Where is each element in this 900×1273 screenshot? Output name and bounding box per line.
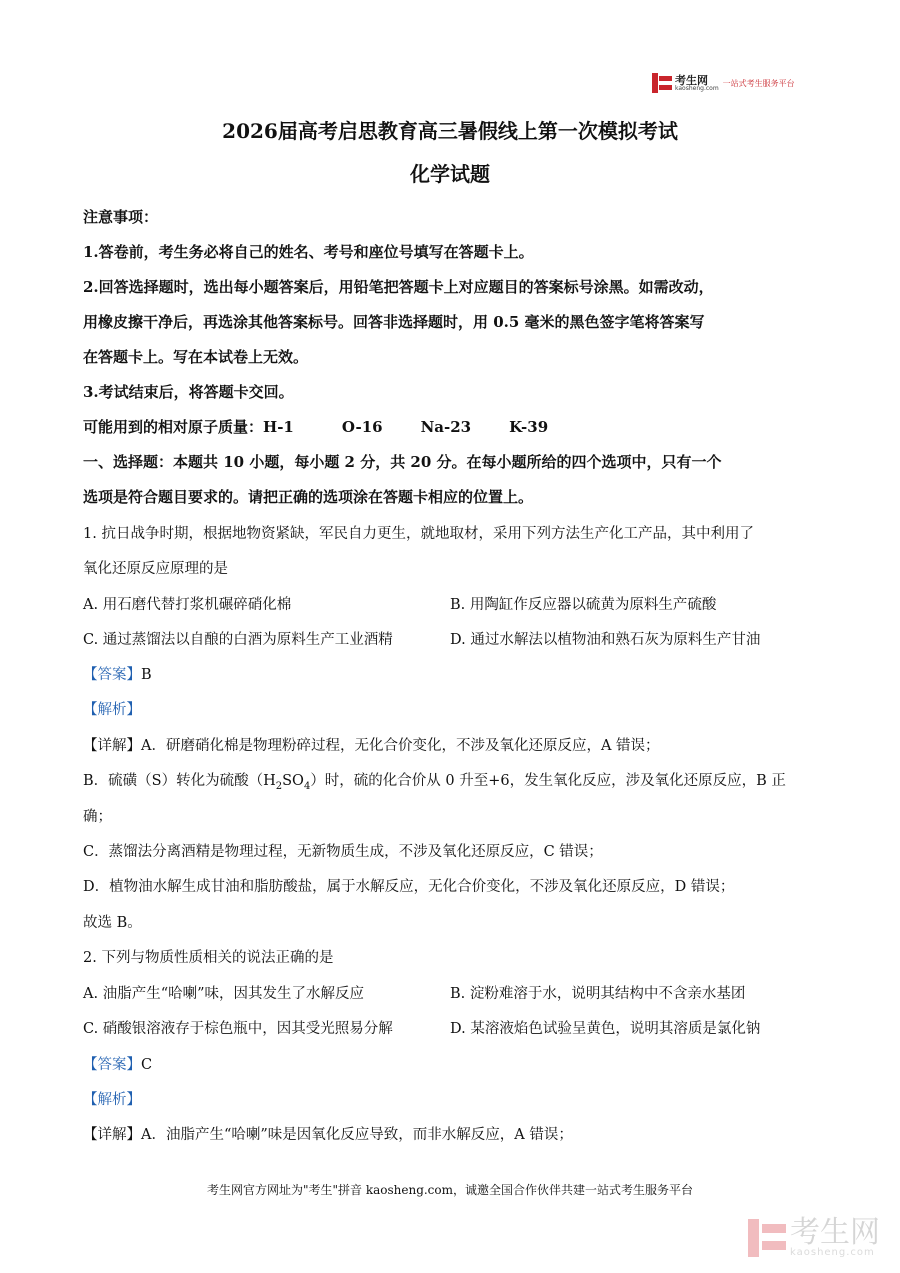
q1-detail-a-text: A．研磨硝化棉是物理粉碎过程，无化合价变化，不涉及氧化还原反应，A 错误； <box>141 738 660 754</box>
q1-option-d: D. 通过水解法以植物油和熟石灰为原料生产甘油 <box>450 632 761 648</box>
kaosheng-logo-icon <box>652 73 672 93</box>
q2-option-b: B. 淀粉难溶于水，说明其结构中不含亲水基团 <box>450 986 746 1002</box>
q2-stem: 2. 下列与物质性质相关的说法正确的是 <box>83 950 334 966</box>
q2-answer-value: C <box>141 1057 153 1073</box>
notice-item-1: 1.答卷前，考生务必将自己的姓名、考号和座位号填写在答题卡上。 <box>83 243 534 261</box>
atomic-mass-line <box>83 416 548 437</box>
q1-answer <box>83 663 152 684</box>
q1-answer-tag: 【答案】 <box>83 667 141 683</box>
q1-detail-d: D．植物油水解生成甘油和脂肪酸盐，属于水解反应，无化合价变化，不涉及氧化还原反应，D 错误； <box>83 879 735 895</box>
atomic-mass-na: Na-23 <box>420 418 472 436</box>
notice-item-2-line-2: 用橡皮擦干净后，再选涂其他答案标号。回答非选择题时，用 0.5 毫米的黑色签字笔将答案写 <box>83 313 705 331</box>
section-1-line-2: 选项是符合题目要求的。请把正确的选项涂在答题卡相应的位置上。 <box>83 488 534 506</box>
atomic-mass-label: 可能用到的相对原子质量： <box>83 418 264 436</box>
watermark-domain: kaosheng.com <box>790 1247 875 1258</box>
q2-analysis-tag: 【解析】 <box>83 1092 141 1108</box>
q1-detail-b-cont: 确； <box>83 809 112 825</box>
q2-detail-a-text: A．油脂产生“哈喇”味是因氧化反应导致，而非水解反应，A 错误； <box>141 1127 573 1143</box>
logo-name: 考生网 <box>675 73 708 87</box>
q1-detail-b-sub1: 2 <box>275 780 283 792</box>
q1-detail-c: C．蒸馏法分离酒精是物理过程，无新物质生成，不涉及氧化还原反应，C 错误； <box>83 844 603 860</box>
section-1-line-1: 一、选择题：本题共 10 小题，每小题 2 分，共 20 分。在每小题所给的四个选项中，只有一个 <box>83 453 722 471</box>
q2-option-a: A. 油脂产生“哈喇”味，因其发生了水解反应 <box>83 986 365 1002</box>
q1-detail-b-sub2: 4 <box>303 780 311 792</box>
q1-option-a: A. 用石磨代替打浆机碾碎硝化棉 <box>83 597 292 613</box>
logo-slogan: 一站式考生服务平台 <box>722 78 795 88</box>
q1-stem-line-1: 1. 抗日战争时期，根据地物资紧缺，军民自力更生，就地取材，采用下列方法生产化工产品，其中利用了 <box>83 526 754 542</box>
q1-option-c: C. 通过蒸馏法以自酿的白酒为原料生产工业酒精 <box>83 632 393 648</box>
q1-analysis-tag: 【解析】 <box>83 702 141 718</box>
q1-detail-b-post: ）时，硫的化合价从 0 升至+6，发生氧化反应，涉及氧化还原反应，B 正 <box>310 773 786 789</box>
q1-detail-b-pre: B．硫磺（S）转化为硫酸（H <box>83 773 276 789</box>
watermark-name: 考生网 <box>790 1215 880 1250</box>
q2-option-c: C. 硝酸银溶液存于棕色瓶中，因其受光照易分解 <box>83 1021 393 1037</box>
logo-domain: kaosheng.com <box>675 84 719 92</box>
q1-detail-a <box>83 734 660 755</box>
q2-detail-a <box>83 1123 573 1144</box>
notice-heading: 注意事项： <box>83 208 159 226</box>
notice-item-3: 3.考试结束后，将答题卡交回。 <box>83 383 294 401</box>
exam-subtitle: 化学试题 <box>410 162 490 186</box>
q2-answer <box>83 1053 152 1074</box>
atomic-mass-k: K-39 <box>509 418 549 436</box>
q2-detail-tag: 【详解】 <box>83 1127 141 1143</box>
q2-option-d: D. 某溶液焰色试验呈黄色，说明其溶质是氯化钠 <box>450 1021 761 1037</box>
q1-option-b: B. 用陶缸作反应器以硫黄为原料生产硫酸 <box>450 597 717 613</box>
q1-stem-line-2: 氧化还原反应原理的是 <box>83 561 228 577</box>
q1-answer-value: B <box>141 667 152 683</box>
q1-conclusion: 故选 B。 <box>83 915 142 931</box>
notice-item-2-line-3: 在答题卡上。写在本试卷上无效。 <box>83 348 309 366</box>
watermark <box>748 1215 880 1258</box>
q1-detail-b <box>83 769 786 792</box>
site-logo <box>652 73 795 93</box>
kaosheng-watermark-icon <box>748 1219 786 1257</box>
atomic-mass-h: H-1 <box>263 418 294 436</box>
notice-item-2-line-1: 2.回答选择题时，选出每小题答案后，用铅笔把答题卡上对应题目的答案标号涂黑。如需改动， <box>83 278 714 296</box>
q1-detail-tag: 【详解】 <box>83 738 141 754</box>
page-footer: 考生网官方网址为"考生"拼音 kaosheng.com，诚邀全国合作伙伴共建一站式考生服务平台 <box>206 1183 694 1197</box>
exam-title: 2026届高考启思教育高三暑假线上第一次模拟考试 <box>222 119 678 143</box>
q1-detail-b-mid: SO <box>282 773 304 789</box>
q2-answer-tag: 【答案】 <box>83 1057 141 1073</box>
atomic-mass-o: O-16 <box>341 418 383 436</box>
